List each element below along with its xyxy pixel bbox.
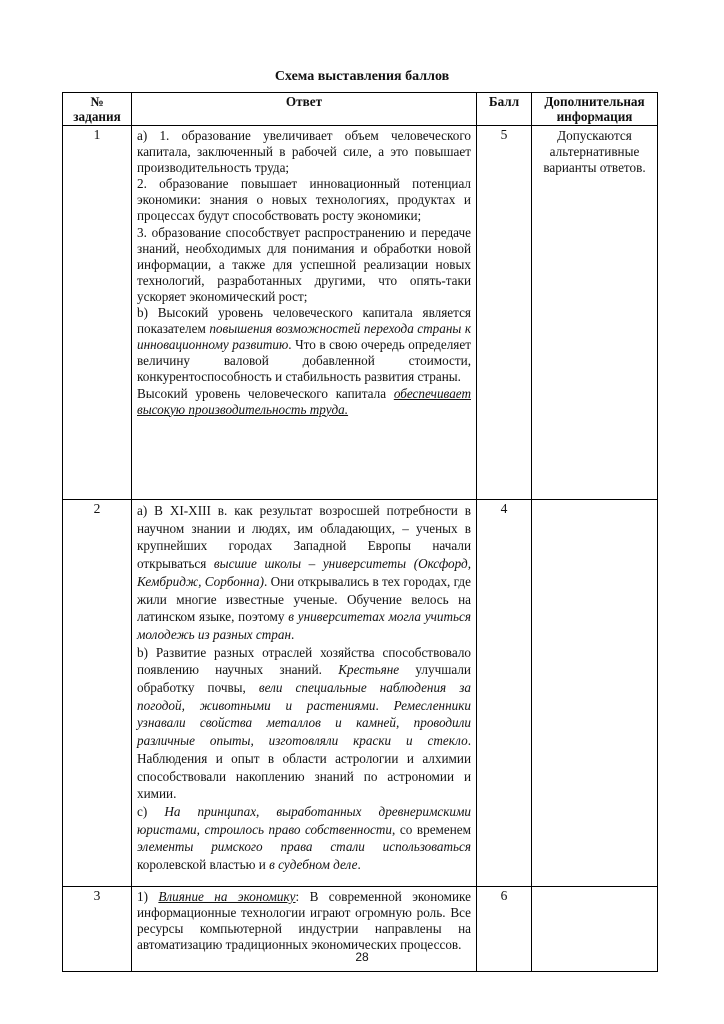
answer-text: . Наблюдения и опыт в области астрологии и алхимии способствовали накоплению знаний по астрономии и химии. (137, 733, 471, 802)
header-score (477, 93, 532, 126)
table-row (63, 500, 658, 887)
header-answer-label: Ответ (285, 94, 323, 109)
answer-text: c) (137, 803, 165, 819)
table-header-row (63, 93, 658, 126)
answer-paragraph (137, 644, 471, 803)
answer-cell (132, 126, 477, 500)
answer-emphasis: вели специальные наблюдения за погодой, животными и растениями (137, 680, 471, 713)
score-value: 4 (477, 500, 532, 887)
scoring-table (62, 92, 658, 972)
answer-emphasis: в судебном деле (269, 857, 358, 873)
additional-info (532, 500, 658, 887)
answer-paragraph: 2. образование повышает инновационный потенциал экономики: знания о новых технологиях, продуктах и процессах будут способствовать росту экономики; (137, 176, 471, 224)
answer-emphasis: высшие школы – университеты (Оксфорд, Кембридж, Сорбонна) (137, 556, 471, 589)
header-additional-info-label: Дополнительная информация (544, 94, 645, 124)
answer-emphasis: На принципах, выработанных древнеримскими юристами, строилось право собственности (137, 803, 471, 837)
task-number: 2 (63, 500, 132, 887)
answer-text: королевской властью и (137, 857, 270, 873)
additional-info: Допускаются альтернативные варианты ответов. (532, 126, 658, 500)
answer-text: 1) (137, 889, 159, 904)
answer-emphasis: Ремесленники узнавали свойства металлов и камней, проводили различные опыты, изготовляли краски и стекло (137, 697, 471, 749)
answer-emphasis: повышения возможностей перехода страны к инновационному развитию (137, 321, 471, 353)
answer-text: b) Высокий уровень человеческого капитала является показателем (137, 305, 471, 337)
answer-text: Высокий уровень человеческого капитала (137, 385, 394, 401)
header-task-number-label: № задания (73, 94, 121, 124)
answer-text: улучшали обработку почвы, (137, 662, 471, 696)
task-number: 3 (63, 887, 132, 972)
answer-emphasis: обеспечивает высокую производительность труда. (137, 385, 471, 417)
page-number: 28 (355, 950, 369, 964)
answer-paragraph: 3. образование способствует распространению и передаче знаний, необходимых для понимания и обработки новой информации, а также для успешной реализации новых технологий, разработанных другими, что опять-таки ускоряет экономический рост; (137, 224, 471, 304)
answer-emphasis: элементы римского права стали использоваться (137, 839, 471, 855)
answer-text: b) Развитие разных отраслей хозяйства способствовало появлению научных знаний. (137, 644, 471, 678)
header-task-number (63, 93, 132, 126)
header-additional-info (532, 93, 658, 126)
answer-paragraph (137, 889, 471, 953)
answer-emphasis: Крестьяне (338, 662, 400, 678)
answer-emphasis: Влияние на экономику (158, 889, 296, 904)
answer-text: . Они открывались в тех городах, где жили многие известные ученые. Обучение велось на латинском языке, поэтому (137, 573, 471, 625)
answer-cell (132, 500, 477, 887)
answer-paragraph (137, 386, 471, 418)
answer-paragraph (137, 803, 471, 874)
answer-text: : В современной экономике информационные технологии играют огромную роль. Все ресурсы компьютерной индустрии направлены на автоматизацию традиционных экономических процессов. (137, 889, 471, 953)
answer-paragraph: а) 1. образование увеличивает объем человеческого капитала, заключенный в рабочей силе, а это повышает производительность труда; (137, 128, 471, 176)
answer-text: . (375, 697, 394, 713)
table-row (63, 126, 658, 500)
page-title: Схема выставления баллов (274, 69, 450, 84)
answer-paragraph (137, 502, 471, 644)
answer-text: , со временем (392, 821, 472, 837)
answer-text: а) В XI-XIII в. как результат возросшей потребности в научном знании и людях, им обладающих, – ученых в крупнейших городах Западной Европы начали открываться (137, 503, 471, 572)
answer-emphasis: в университетах могла учиться молодежь из разных стран (137, 609, 471, 642)
score-value: 5 (477, 126, 532, 500)
answer-paragraph (137, 305, 471, 385)
header-score-label: Балл (488, 94, 520, 109)
answer-text: . (357, 857, 361, 873)
header-answer (132, 93, 477, 126)
answer-text: . Что в свою очередь определяет величину валовой добавленной стоимости, конкурентоспособность и стабильность развития страны. (137, 337, 471, 385)
task-number: 1 (63, 126, 132, 500)
answer-text: . (291, 626, 295, 642)
score-value: 6 (477, 887, 532, 972)
